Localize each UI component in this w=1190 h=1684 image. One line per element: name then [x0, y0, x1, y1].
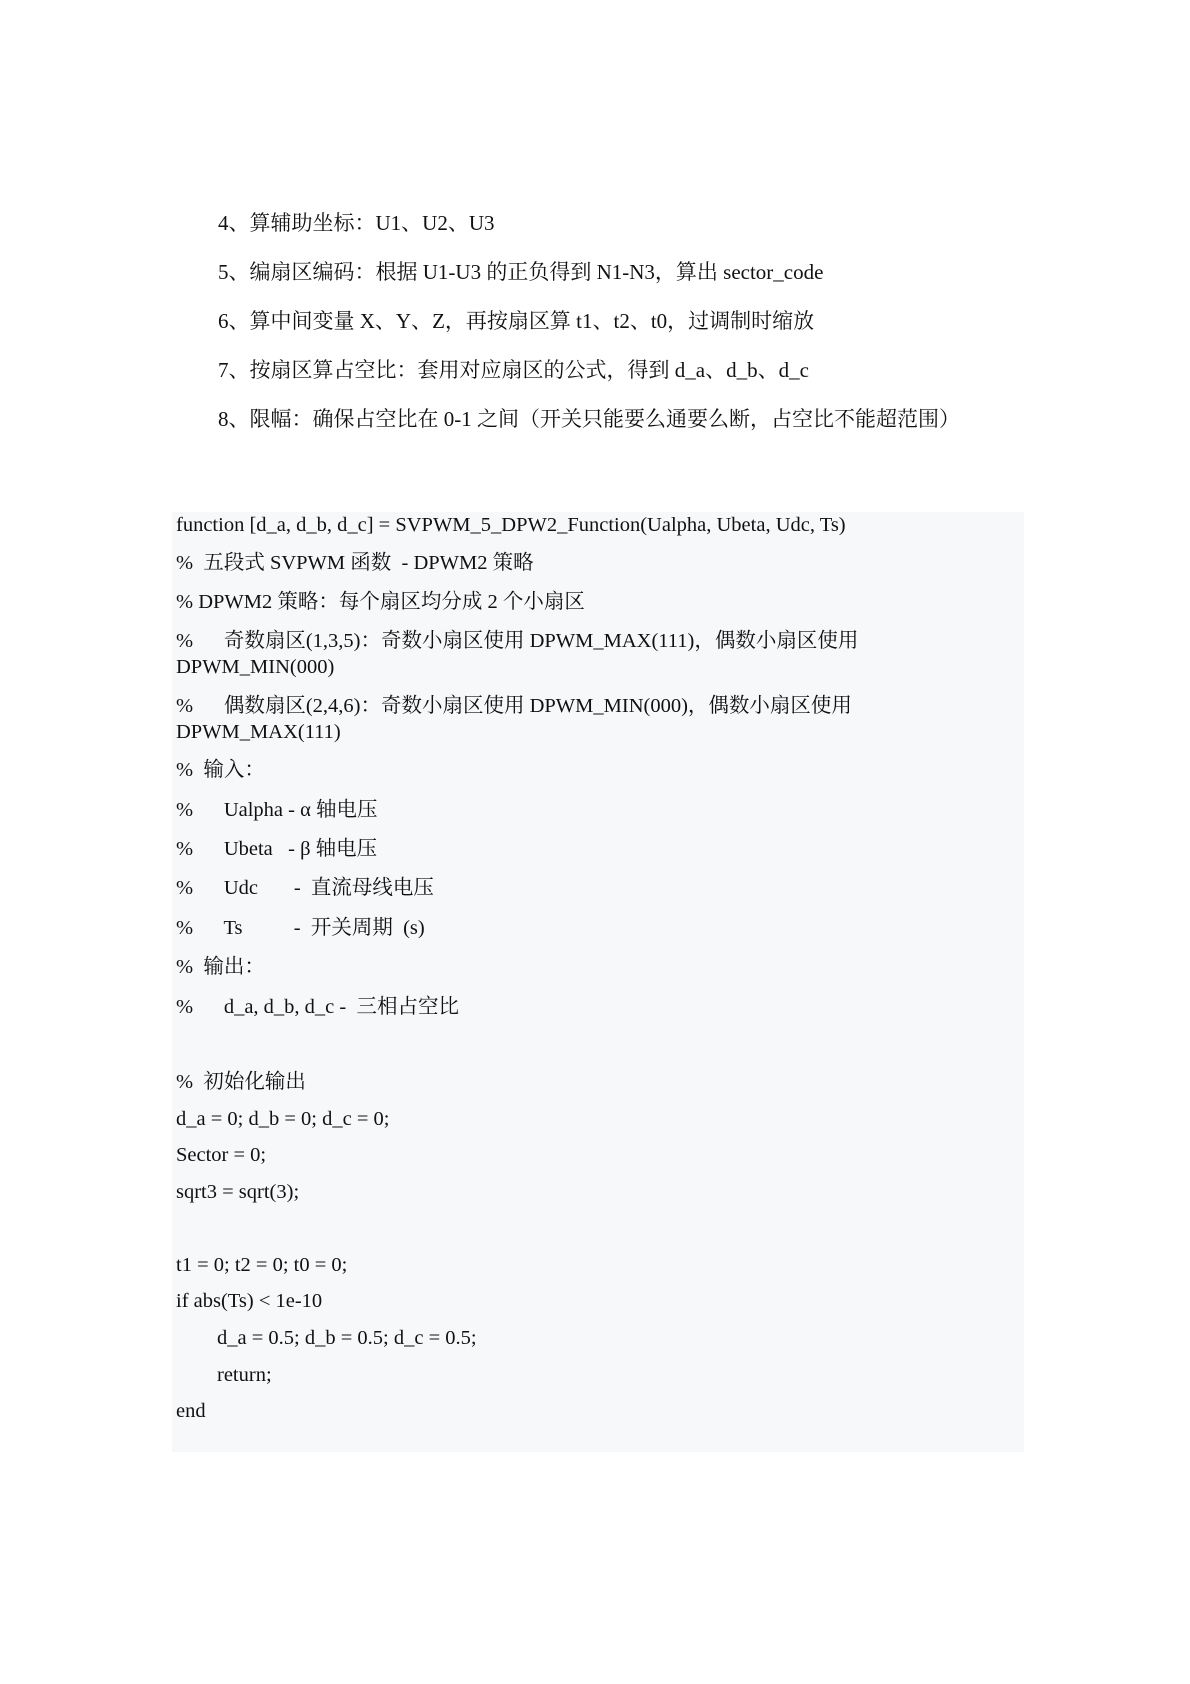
code-line: end — [176, 1400, 206, 1422]
step-item: 6、算中间变量 X、Y、Z，再按扇区算 t1、t2、t0，过调制时缩放 — [218, 309, 815, 333]
code-line: if abs(Ts) < 1e-10 — [176, 1290, 323, 1312]
code-line: % 初始化输出 — [176, 1071, 306, 1093]
step-item: 8、限幅：确保占空比在 0-1 之间（开关只能要么通要么断，占空比不能超范围） — [218, 407, 960, 431]
code-line: return; — [176, 1364, 272, 1386]
code-line: % 奇数扇区(1,3,5)：奇数小扇区使用 DPWM_MAX(111)，偶数小扇区使用 DPWM_MIN(000) — [176, 630, 864, 678]
step-item: 7、按扇区算占空比：套用对应扇区的公式，得到 d_a、d_b、d_c — [218, 358, 809, 382]
code-line: % d_a, d_b, d_c - 三相占空比 — [176, 996, 459, 1018]
code-line: sqrt3 = sqrt(3); — [176, 1181, 300, 1203]
code-line: % Ts - 开关周期 (s) — [176, 917, 425, 939]
code-block — [172, 512, 1024, 1452]
step-list — [218, 206, 1078, 451]
code-line: % 五段式 SVPWM 函数 - DPWM2 策略 — [176, 552, 534, 574]
code-line: % 输入： — [176, 759, 265, 781]
code-line: % 偶数扇区(2,4,6)：奇数小扇区使用 DPWM_MIN(000)，偶数小扇区使用 DPWM_MAX(111) — [176, 695, 858, 743]
code-line: t1 = 0; t2 = 0; t0 = 0; — [176, 1254, 348, 1276]
code-line: % Udc - 直流母线电压 — [176, 877, 434, 899]
code-line: d_a = 0.5; d_b = 0.5; d_c = 0.5; — [176, 1327, 477, 1349]
code-line: % 输出： — [176, 956, 265, 978]
code-line: d_a = 0; d_b = 0; d_c = 0; — [176, 1108, 390, 1130]
code-line: % Ualpha - α 轴电压 — [176, 799, 378, 821]
step-item: 5、编扇区编码：根据 U1-U3 的正负得到 N1-N3，算出 sector_code — [218, 260, 824, 284]
step-item: 4、算辅助坐标：U1、U2、U3 — [218, 211, 495, 235]
code-line: % DPWM2 策略：每个扇区均分成 2 个小扇区 — [176, 591, 585, 613]
code-line: Sector = 0; — [176, 1144, 267, 1166]
code-line: % Ubeta - β 轴电压 — [176, 838, 378, 860]
code-line: function [d_a, d_b, d_c] = SVPWM_5_DPW2_Function(Ualpha, Ubeta, Udc, Ts) — [176, 514, 846, 536]
